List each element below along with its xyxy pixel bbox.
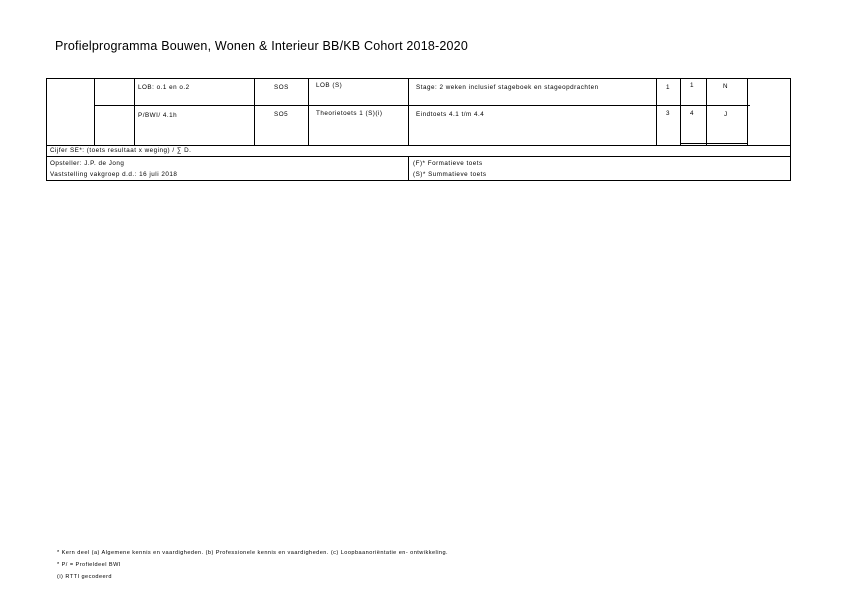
footnote-profieldeel: * P/ = Profieldeel BWI (57, 562, 121, 568)
legend-summatief: (S)* Summatieve toets (413, 171, 487, 178)
row-2-code-cell: SO5 (274, 111, 289, 118)
row-1-toets-cell: LOB (S) (316, 82, 343, 89)
row-1-lob-cell: LOB: o.1 en o.2 (138, 84, 190, 91)
row-2-omschrijving-cell: Eindtoets 4.1 t/m 4.4 (416, 111, 485, 118)
row-2-col2-cell: 4 (690, 110, 695, 117)
footnote-kerndeel: * Kern deel (a) Algemene kennis en vaardigheden. (b) Professionele kennis en vaardigheden. (c) Loopbaanoriëntatie en- ontwikkeling. (57, 550, 449, 556)
row-1-col2-cell: 1 (690, 82, 695, 89)
footnote-rtti: (i) RTTI gecodeerd (57, 574, 112, 580)
row-2-col1-cell: 3 (666, 110, 671, 117)
row-1-col1-cell: 1 (666, 84, 671, 91)
row-1-omschrijving-cell: Stage: 2 weken inclusief stageboek en stageopdrachten (416, 84, 599, 91)
page-title: Profielprogramma Bouwen, Wonen & Interieur BB/KB Cohort 2018-2020 (55, 39, 468, 53)
row-1-col3-cell: N (723, 83, 729, 90)
row-1-code-cell: SOS (274, 84, 289, 91)
row-2-toets-cell: Theorietoets 1 (S)(i) (316, 110, 383, 117)
legend-formatief: (F)* Formatieve toets (413, 160, 483, 167)
opsteller-label: Opsteller: J.P. de Jong (50, 160, 125, 167)
row-2-lob-cell: P/BWI/ 4.1h (138, 112, 178, 119)
row-2-col3-cell: J (724, 111, 728, 118)
vaststelling-label: Vaststelling vakgroep d.d.: 16 juli 2018 (50, 171, 178, 178)
cijfer-formula: Cijfer SE*: (toets resultaat x weging) / ∑ D. (50, 147, 192, 154)
